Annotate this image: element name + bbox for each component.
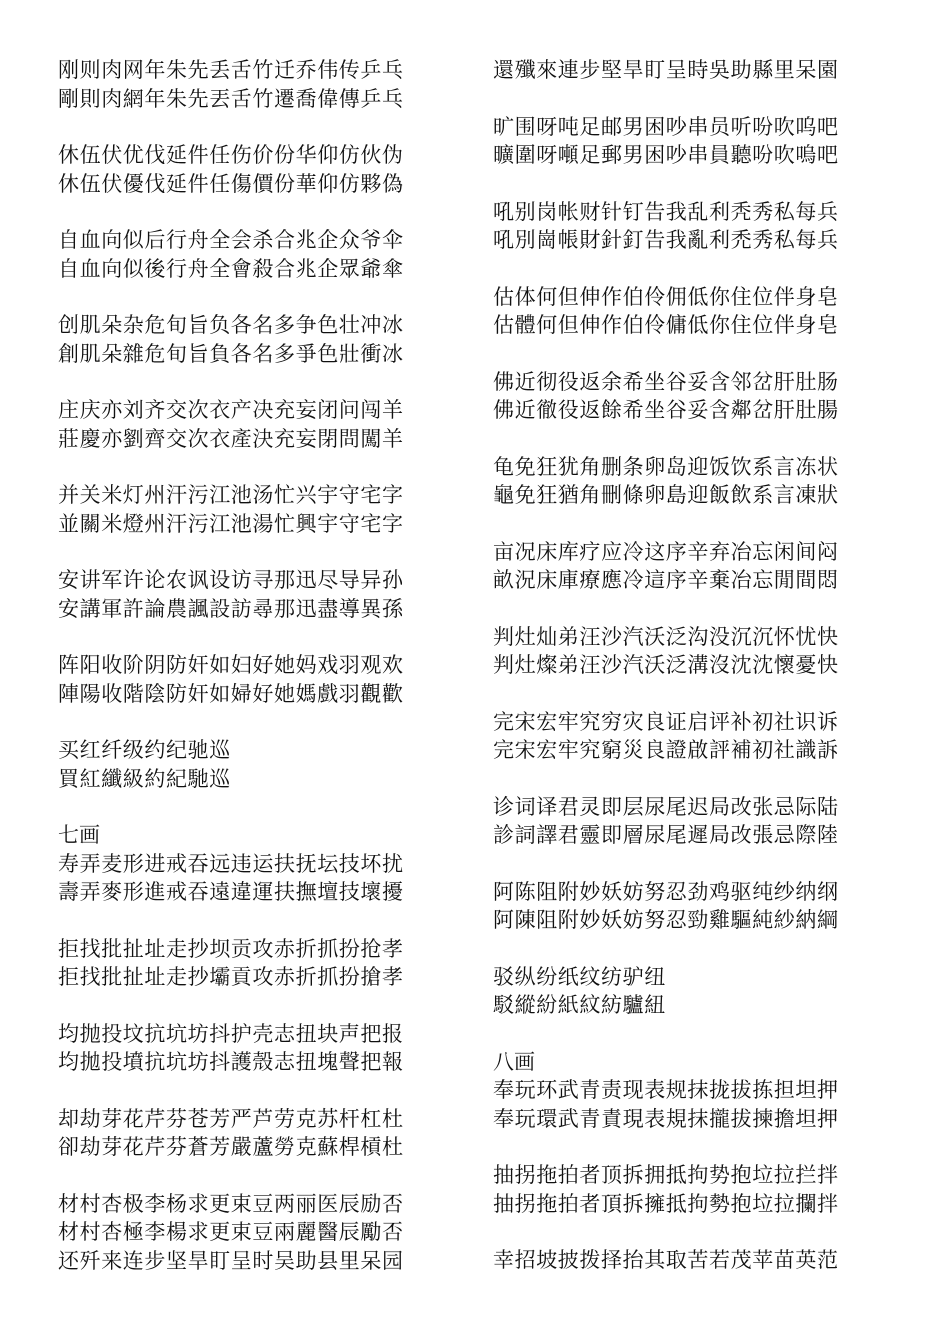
char-block (493, 283, 873, 340)
simplified-line: 亩况床库疗应冷这序辛弃冶忘闲间闷 (493, 539, 839, 564)
char-block (58, 311, 438, 368)
traditional-line: 畝況床庫療應冷這序辛棄冶忘閒間悶 (493, 568, 839, 592)
right-column (493, 56, 873, 1275)
char-block (493, 113, 873, 170)
simplified-line: 寿弄麦形进戒吞远违运扶抚坛技坏扰 (58, 851, 404, 876)
traditional-line: 買紅纖級約紀馳巡 (58, 766, 231, 791)
char-block (58, 226, 438, 283)
traditional-line: 還殲來連步堅旱盯呈時吳助縣里呆園 (493, 58, 839, 82)
simplified-line: 抽拐拖拍者顶拆拥抵拘势抱垃拉拦拌 (493, 1163, 839, 1187)
traditional-line: 拒找批扯址走抄壩貢攻赤折抓扮搶孝 (58, 965, 404, 989)
traditional-line: 曠圍呀噸足郵男困吵串員聽吩吹嗚吧 (493, 143, 839, 167)
char-block (493, 368, 873, 425)
simplified-line: 阵阳收阶阴防奸如妇好她妈戏羽观欢 (58, 653, 404, 677)
traditional-line: 診詞譯君靈即層尿尾遲局改張忌際陸 (493, 823, 839, 847)
simplified-line: 却劫芽花芹芬苍芳严芦劳克苏杆杠杜 (58, 1106, 404, 1131)
traditional-line: 創肌朵雜危旬旨負各名多爭色壯衝冰 (58, 341, 404, 366)
simplified-line: 估体何但伸作伯伶佣低你住位伴身皂 (493, 284, 839, 309)
simplified-line: 判灶灿弟汪沙汽沃泛沟没沉沉怀忧快 (493, 624, 839, 649)
traditional-line: 完宋宏牢究窮災良證啟評補初社識訴 (493, 738, 839, 762)
char-block (493, 538, 873, 595)
traditional-line: 吼別崗帳財針釘告我亂利禿秀私每兵 (493, 228, 839, 252)
simplified-line: 买红纤级约纪驰巡 (58, 738, 231, 762)
char-block (58, 1020, 438, 1077)
traditional-line: 剛則肉網年朱先丟舌竹遷喬偉傳乒乓 (58, 86, 404, 111)
simplified-line: 休伍伏优伐延件任伤价份华仰仿伙伪 (58, 143, 404, 167)
simplified-line: 并关米灯州汗污江池汤忙兴宇守宅字 (58, 483, 404, 507)
simplified-line: 刚则肉网年朱先丢舌竹迁乔伟传乒乓 (58, 58, 404, 82)
char-block (58, 141, 438, 198)
char-block (493, 793, 873, 850)
traditional-line: 奉玩環武青責現表規抹攏拔揀擔坦押 (493, 1106, 839, 1131)
traditional-line: 卻劫芽花芹芬蒼芳嚴蘆勞克蘇桿槓杜 (58, 1135, 404, 1159)
char-block (493, 878, 873, 935)
char-block (493, 1161, 873, 1218)
char-block (493, 198, 873, 255)
traditional-line: 莊慶亦劉齊交次衣產決充妄閉問闖羊 (58, 426, 404, 451)
section-seven-strokes (58, 821, 438, 907)
traditional-line: 安講軍許論農諷設訪尋那迅盡導異孫 (58, 596, 404, 621)
traditional-line: 休伍伏優伐延件任傷價份華仰仿夥偽 (58, 171, 404, 196)
char-block (58, 1190, 438, 1276)
simplified-line: 拒找批扯址走抄坝贡攻赤折抓扮抢孝 (58, 936, 404, 961)
char-block (493, 56, 873, 85)
section-heading: 七画 (58, 823, 100, 847)
section-heading: 八画 (493, 1049, 535, 1074)
char-block (58, 736, 438, 793)
traditional-line: 材村杏極李楊求更束豆兩麗醫辰勵否 (58, 1220, 404, 1244)
char-block (493, 963, 873, 1020)
char-block (493, 623, 873, 680)
simplified-line: 幸招坡披拨择抬其取苦若茂苹苗英范 (493, 1248, 839, 1272)
simplified-line: 龟免狂犹角删条卵岛迎饭饮系言冻状 (493, 454, 839, 479)
simplified-line: 阿陈阻附妙妖妨努忍劲鸡驱纯纱纳纲 (493, 879, 839, 904)
simplified-line: 完宋宏牢究穷灾良证启评补初社识诉 (493, 709, 839, 734)
char-block (493, 453, 873, 510)
traditional-line: 壽弄麥形進戒吞遠違運扶撫壇技壞擾 (58, 880, 404, 904)
simplified-line: 庄庆亦刘齐交次衣产决充妄闭问闯羊 (58, 398, 404, 422)
simplified-line: 驳纵纷纸纹纺驴纽 (493, 964, 666, 989)
traditional-line: 估體何但伸作伯伶傭低你住位伴身皂 (493, 313, 839, 337)
char-block (58, 481, 438, 538)
simplified-line: 材村杏极李杨求更束豆两丽医辰励否 (58, 1191, 404, 1216)
traditional-line: 駁縱紛紙紋紡驢紐 (493, 993, 666, 1017)
left-column (58, 56, 438, 1275)
char-block (58, 396, 438, 453)
simplified-line: 吼别岗帐财针钉告我乱利秃秀私每兵 (493, 199, 839, 224)
section-eight-strokes (493, 1048, 873, 1134)
traditional-line: 抽拐拖拍者頂拆擁抵拘勢抱垃拉攔拌 (493, 1191, 839, 1216)
simplified-line: 还歼来连步坚旱盯呈时吴助县里呆园 (58, 1248, 404, 1273)
traditional-line: 佛近徹役返餘希坐谷妥含鄰岔肝肚腸 (493, 398, 839, 422)
simplified-line: 自血向似后行舟全会杀合兆企众爷伞 (58, 228, 404, 252)
simplified-line: 奉玩环武青责现表规抹拢拔拣担坦押 (493, 1078, 839, 1102)
char-block (58, 935, 438, 992)
traditional-line: 阿陳阻附妙妖妨努忍勁雞驅純紗納綱 (493, 908, 839, 932)
simplified-line: 均抛投坟抗坑坊抖护壳志扭块声把报 (58, 1021, 404, 1046)
traditional-line: 龜免狂猶角刪條卵島迎飯飲系言凍狀 (493, 483, 839, 507)
char-block (58, 56, 438, 113)
char-block (58, 566, 438, 623)
char-block (493, 1246, 873, 1275)
traditional-line: 陣陽收階陰防奸如婦好她媽戲羽觀歡 (58, 681, 404, 706)
simplified-line: 佛近彻役返余希坐谷妥含邻岔肝肚肠 (493, 369, 839, 394)
traditional-line: 並關米燈州汗污江池湯忙興宇守宅字 (58, 511, 404, 536)
char-block (58, 1105, 438, 1162)
traditional-line: 自血向似後行舟全會殺合兆企眾爺傘 (58, 256, 404, 281)
simplified-line: 旷围呀吨足邮男困吵串员听吩吹呜吧 (493, 114, 839, 139)
traditional-line: 均拋投墳抗坑坊抖護殼志扭塊聲把報 (58, 1050, 404, 1074)
simplified-line: 诊词译君灵即层尿尾迟局改张忌际陆 (493, 794, 839, 819)
char-block (58, 651, 438, 708)
traditional-line: 判灶燦弟汪沙汽沃泛溝沒沈沈懷憂快 (493, 653, 839, 677)
simplified-line: 安讲军许论农讽设访寻那迅尽导异孙 (58, 568, 404, 592)
simplified-line: 创肌朵杂危旬旨负各名多争色壮冲冰 (58, 313, 404, 337)
char-block (493, 708, 873, 765)
